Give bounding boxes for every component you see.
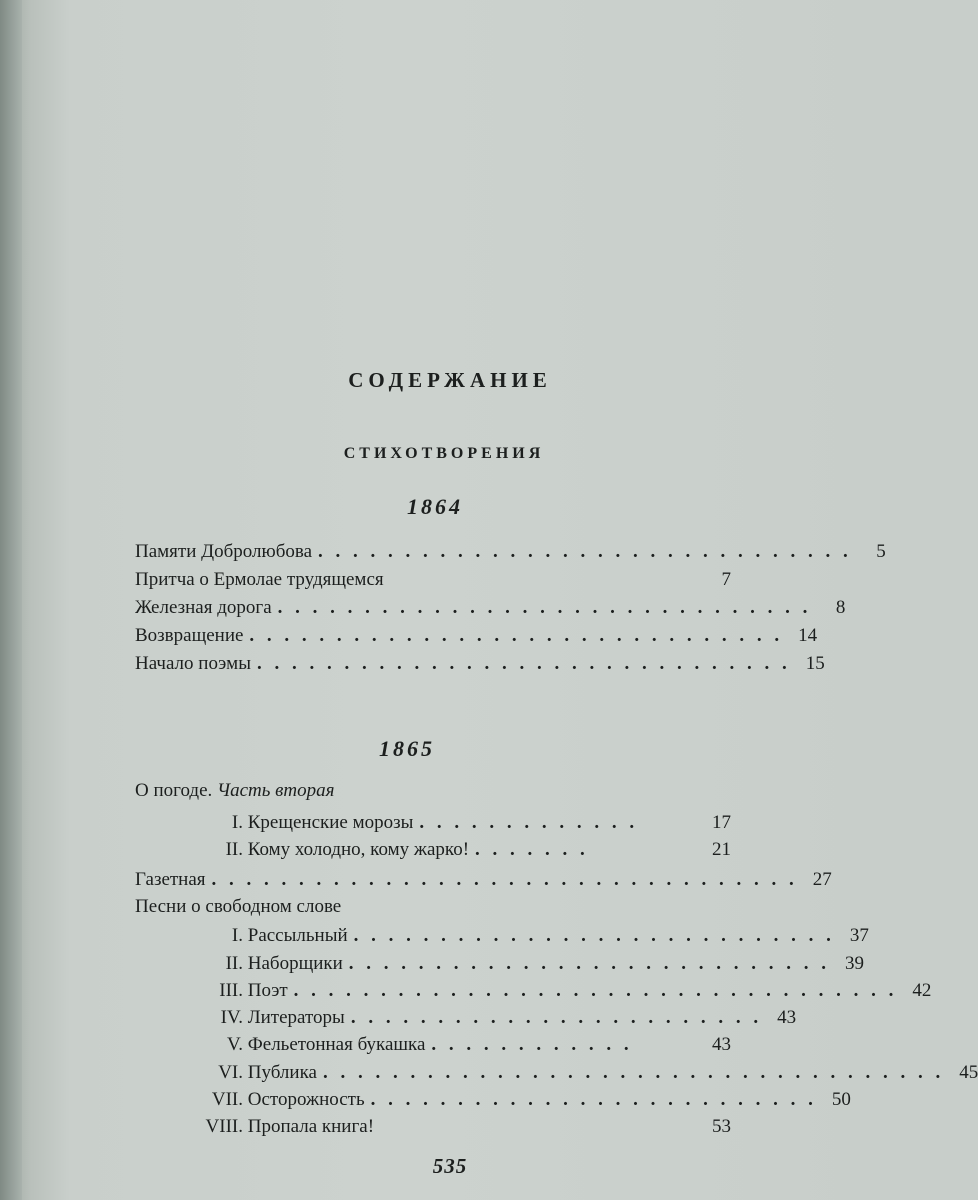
leader-dots: . . . . . . . . . . . . . . . . . . . . . . . . . . . . . . . (256, 653, 791, 674)
toc-entry-title-text: Крещенские морозы (247, 812, 414, 833)
leader-dots: . . . . . . . . . . . . (431, 1034, 633, 1055)
toc-entry-title: Газетная (135, 869, 206, 890)
leader-dots: . . . . . . . . . . . . . . . . . . . . . . . . . . . . . . . (318, 541, 852, 562)
toc-entry-page: 37 (849, 925, 869, 946)
toc-entry-title: Песни о свободном слове (135, 896, 342, 917)
toc-entry (135, 625, 818, 653)
page-number: 535 (432, 1154, 468, 1178)
leader-dots: . . . . . . . (475, 839, 589, 860)
toc-entry-title: Железная дорога (135, 597, 272, 618)
toc-entry-title: Возвращение (135, 625, 244, 646)
toc-entry-page: 53 (712, 1116, 731, 1137)
toc-entry-title (193, 1116, 374, 1138)
toc-entry-title (207, 1007, 345, 1029)
leader-dots: . . . . . . . . . . . . . . . . . . . . . . . . . . . . (353, 925, 835, 946)
toc-entry-page: 17 (712, 812, 731, 833)
toc-entry (135, 541, 886, 569)
toc-entry (212, 839, 731, 867)
toc-entry-number: VI. (218, 1062, 243, 1083)
toc-entry-title (202, 1089, 365, 1111)
toc-entry (135, 896, 731, 924)
toc-entry-title (219, 925, 348, 947)
toc-entry (203, 980, 932, 1008)
toc-entry (193, 1116, 731, 1144)
leader-dots: . . . . . . . . . . . . . . . . . . . . . . . . . . (370, 1089, 817, 1110)
toc-entry (219, 925, 869, 953)
toc-entry-page: 5 (876, 541, 886, 562)
toc-entry (202, 1089, 851, 1117)
toc-entry-page: 50 (831, 1089, 851, 1110)
poems-heading: СТИХОТВОРЕНИЯ (343, 445, 545, 462)
toc-entry-number: IV. (220, 1007, 243, 1028)
toc-entry-title: Начало поэмы (135, 653, 251, 674)
toc-entry-number: II. (225, 953, 243, 974)
toc-entry-page: 15 (805, 653, 825, 674)
toc-entry-number: I. (231, 812, 243, 833)
toc-entry-title-text: Фельетонная букашка (247, 1034, 426, 1055)
toc-entry (207, 1007, 797, 1035)
toc-entry-title-text: Наборщики (247, 953, 343, 974)
toc-entry-page: 43 (777, 1007, 797, 1028)
toc-entry-title (212, 839, 469, 861)
toc-entry-number: III. (219, 980, 243, 1001)
toc-entry-title: Притча о Ермолае трудящемся (135, 569, 384, 590)
toc-entry-title-text: Литераторы (247, 1007, 345, 1028)
leader-dots: . . . . . . . . . . . . . (419, 812, 639, 833)
contents-heading: СОДЕРЖАНИЕ (348, 368, 552, 392)
toc-entry-page: 43 (712, 1034, 731, 1055)
toc-entry-number: VIII. (205, 1116, 243, 1137)
toc-entry-page: 7 (721, 569, 731, 590)
toc-entry-title (221, 812, 413, 834)
toc-entry-page: 27 (812, 869, 832, 890)
toc-entry (210, 1062, 978, 1090)
year-heading-1864: 1864 (407, 494, 463, 519)
toc-entry-number: VII. (211, 1089, 243, 1110)
toc-entry-title-text: Кому холодно, кому жарко! (247, 839, 470, 860)
toc-entry-title-text: Рассыльный (247, 925, 348, 946)
leader-dots: . . . . . . . . . . . . . . . . . . . . . . . . . . . . . . . (249, 625, 784, 646)
leader-dots: . . . . . . . . . . . . . . . . . . . . . . . . (350, 1007, 763, 1028)
toc-entry-title (135, 780, 334, 802)
leader-dots: . . . . . . . . . . . . . . . . . . . . . . . . . . . . . . . (277, 597, 812, 618)
toc-entry (221, 812, 731, 840)
toc-entry-title (210, 1062, 317, 1084)
toc-entry-number: II. (225, 839, 243, 860)
toc-entry-title-text: Публика (247, 1062, 317, 1083)
toc-entry-number: V. (226, 1034, 243, 1055)
toc-entry-page: 14 (798, 625, 818, 646)
toc-entry-page: 39 (845, 953, 865, 974)
leader-dots: . . . . . . . . . . . . . . . . . . . . . . . . . . . . . . . . . . . (293, 980, 898, 1001)
toc-entry (135, 597, 846, 625)
toc-entry-page: 42 (912, 980, 932, 1001)
toc-entry (215, 1034, 731, 1062)
leader-dots: . . . . . . . . . . . . . . . . . . . . . . . . . . . . . . . . . . (211, 869, 798, 890)
toc-entry-subtitle: Часть вторая (217, 780, 335, 801)
toc-entry-title: Памяти Добролюбова (135, 541, 313, 562)
toc-entry (135, 869, 832, 897)
toc-entry (135, 653, 825, 681)
toc-entry-title (215, 1034, 425, 1056)
toc-entry-page: 21 (712, 839, 731, 860)
toc-entry (135, 569, 731, 597)
toc-entry-title-text: Пропала книга! (247, 1116, 375, 1137)
leader-dots: . . . . . . . . . . . . . . . . . . . . . . . . . . . . . . . . . . . . (322, 1062, 945, 1083)
toc-entry-title (203, 980, 288, 1002)
toc-entry (211, 953, 865, 981)
toc-entry-number: I. (231, 925, 243, 946)
toc-entry-title-text: Осторожность (247, 1089, 365, 1110)
toc-entry-page: 45 (959, 1062, 978, 1083)
leader-dots: . . . . . . . . . . . . . . . . . . . . . . . . . . . . (348, 953, 831, 974)
toc-entry-title (211, 953, 343, 975)
toc-entry-page: 8 (835, 597, 846, 618)
year-heading-1865: 1865 (379, 736, 435, 761)
toc-entry-title-text: Поэт (247, 980, 288, 1001)
toc-entry-title-main: О погоде. (135, 780, 213, 801)
toc-entry (135, 780, 731, 808)
